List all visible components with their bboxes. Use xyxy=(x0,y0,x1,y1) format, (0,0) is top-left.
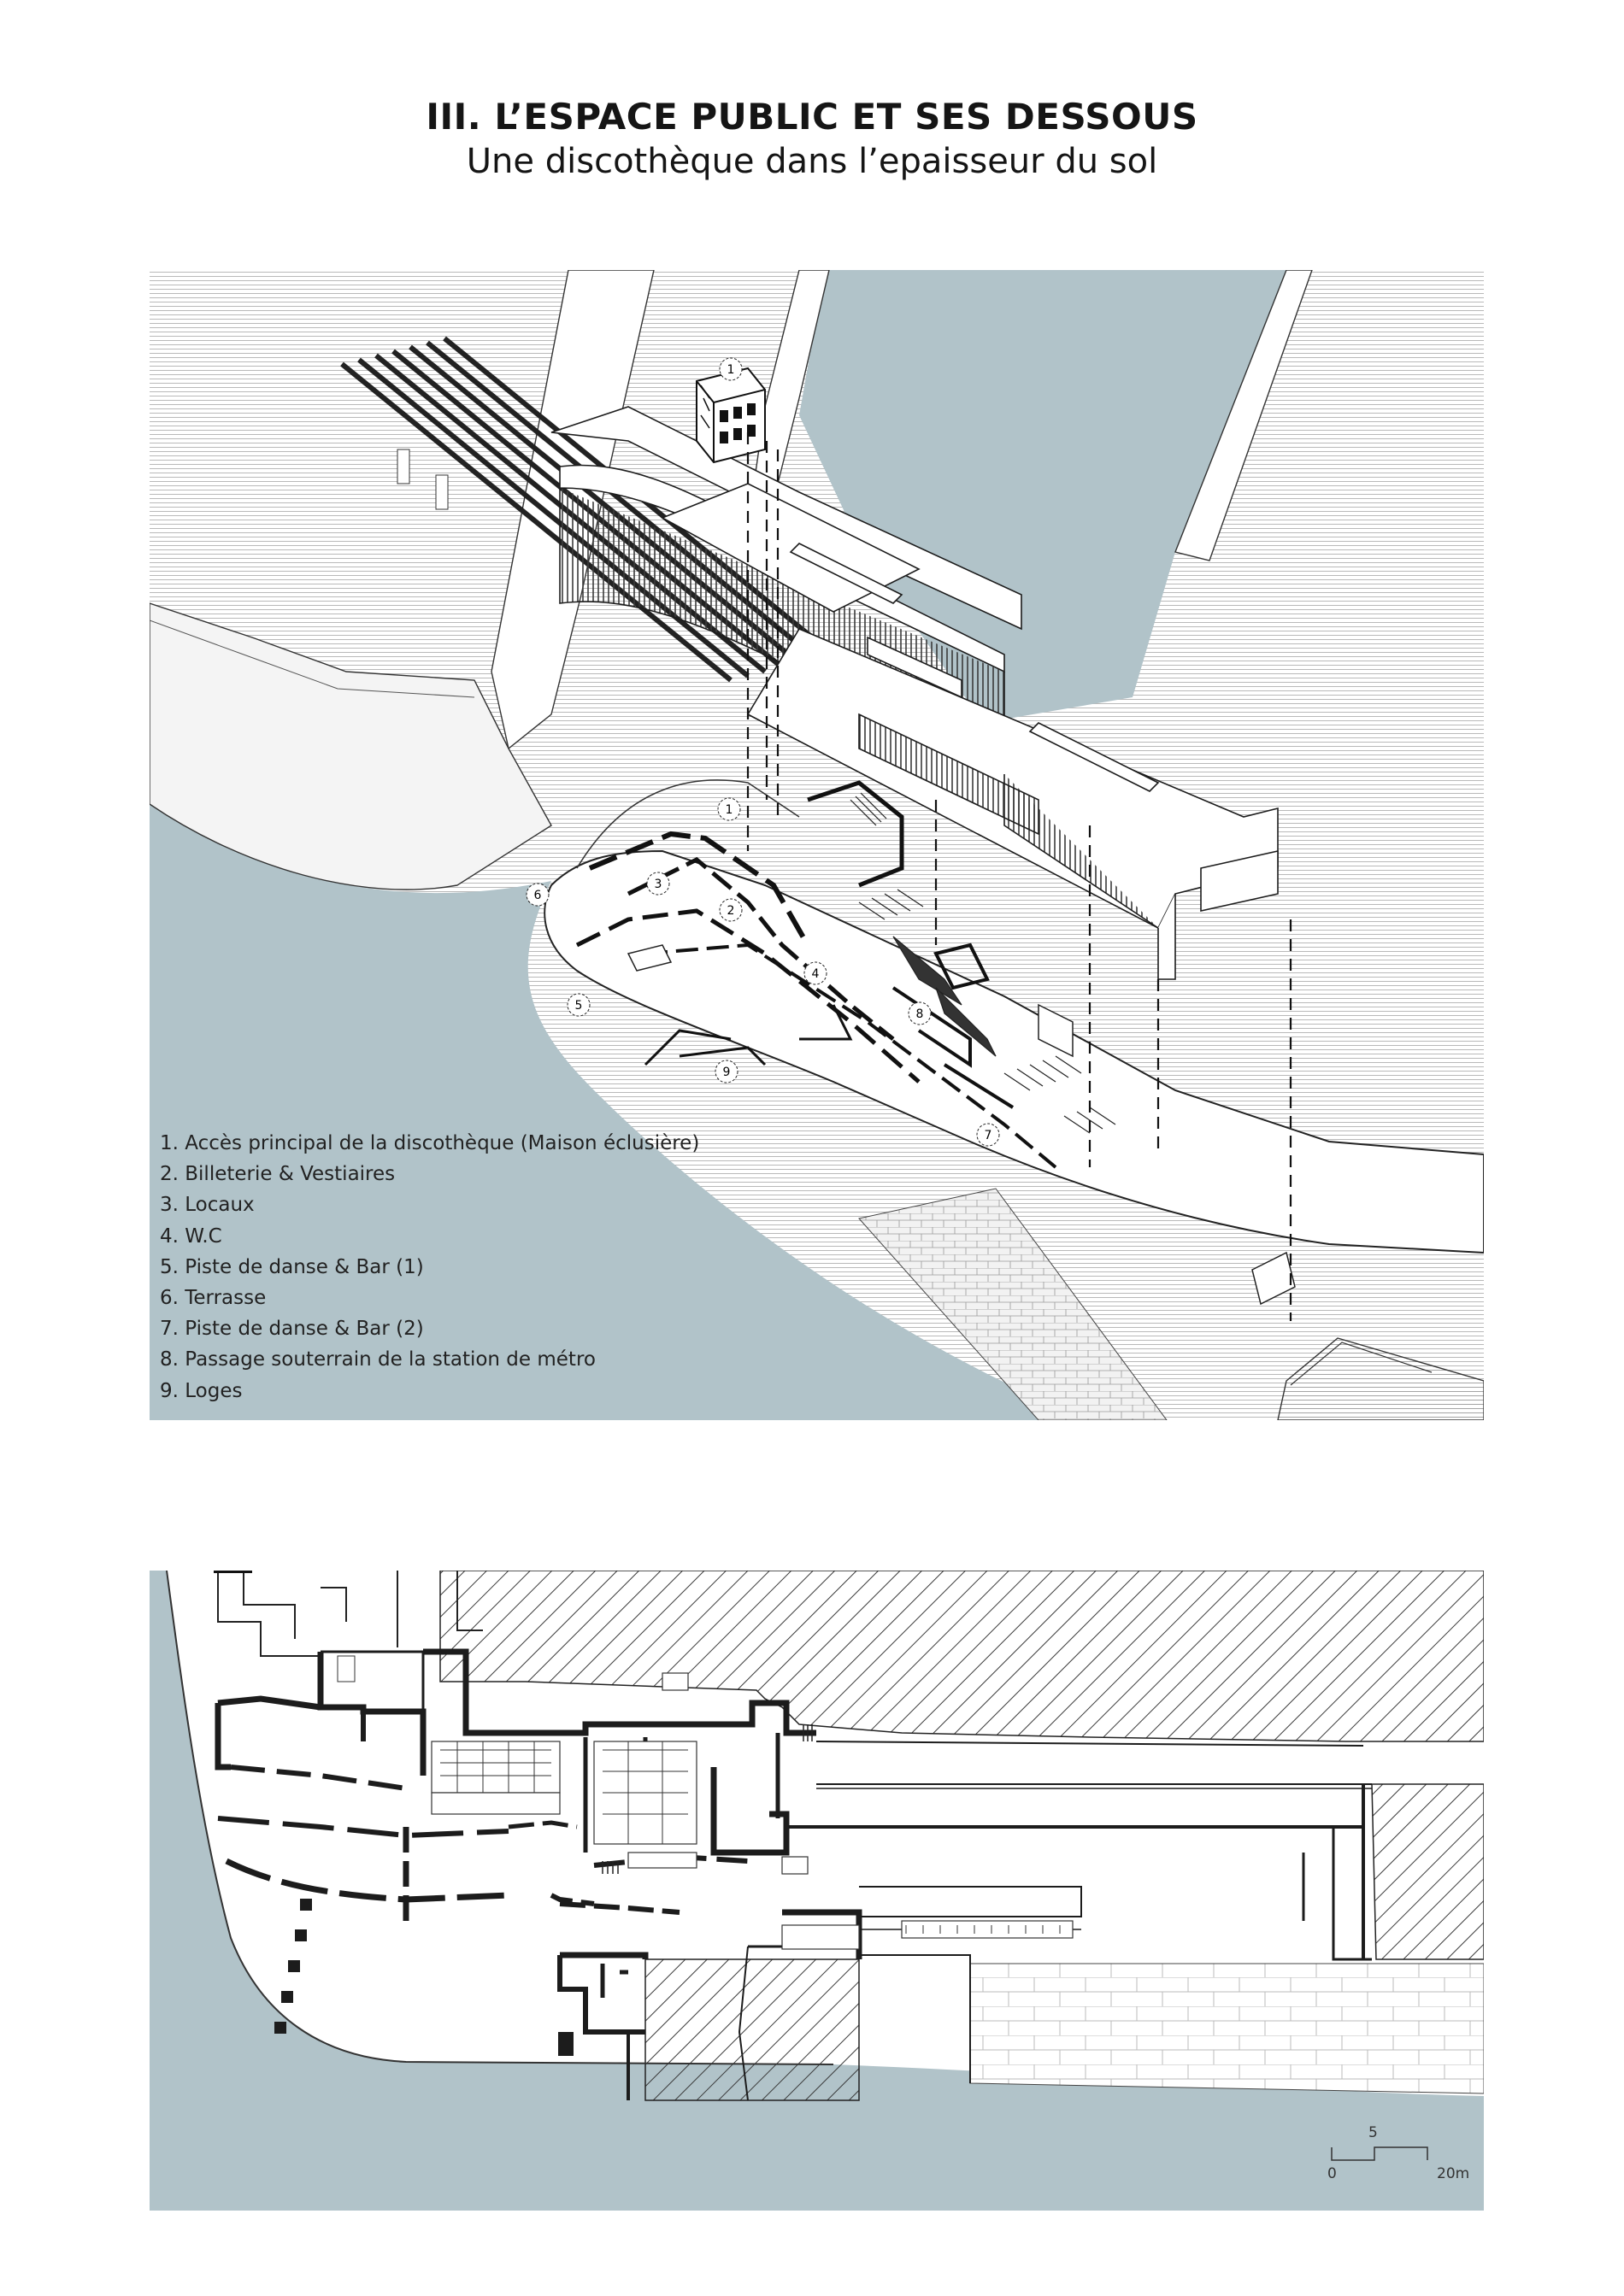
page-subtitle: Une discothèque dans l’epaisseur du sol xyxy=(466,142,1158,181)
scale-bar-label-mid: 5 xyxy=(1368,2124,1378,2141)
legend-item: 9. Loges xyxy=(160,1379,243,1402)
svg-text:8: 8 xyxy=(915,1007,924,1021)
hatched-ground-lower xyxy=(645,1959,859,2100)
marker-1-top xyxy=(720,358,742,380)
marker-4 xyxy=(804,962,827,984)
marker-2 xyxy=(720,899,742,921)
hatched-ground-right xyxy=(1372,1784,1484,1959)
marker-3 xyxy=(647,872,669,895)
floor-plan-drawing xyxy=(150,1571,1484,2211)
legend-item: 1. Accès principal de la discothèque (Maison éclusière) xyxy=(160,1132,700,1154)
svg-text:1: 1 xyxy=(725,803,733,817)
plan-pavers xyxy=(970,1964,1484,2093)
marker-1-lower xyxy=(718,798,740,820)
marker-9 xyxy=(715,1060,738,1083)
scale-bar-label-start: 0 xyxy=(1327,2165,1337,2182)
svg-text:6: 6 xyxy=(533,889,542,902)
svg-text:3: 3 xyxy=(654,878,662,891)
svg-text:9: 9 xyxy=(722,1066,731,1079)
legend-item: 6. Terrasse xyxy=(160,1287,267,1310)
lock-keeper-house xyxy=(697,368,765,462)
svg-text:7: 7 xyxy=(984,1129,992,1142)
svg-text:1: 1 xyxy=(727,363,735,377)
svg-text:5: 5 xyxy=(574,999,583,1013)
svg-text:4: 4 xyxy=(811,967,820,981)
svg-text:2: 2 xyxy=(727,904,735,918)
legend-item: 5. Piste de danse & Bar (1) xyxy=(160,1255,424,1278)
floor-plan xyxy=(150,1571,1484,2211)
marker-6 xyxy=(527,884,549,906)
legend-item: 8. Passage souterrain de la station de métro xyxy=(160,1348,596,1371)
marker-7 xyxy=(977,1124,999,1146)
marker-5 xyxy=(568,994,590,1016)
page-title: III. L’ESPACE PUBLIC ET SES DESSOUS xyxy=(426,96,1198,138)
legend-item: 4. W.C xyxy=(160,1224,222,1248)
marker-8 xyxy=(909,1002,931,1025)
legend-item: 2. Billeterie & Vestiaires xyxy=(160,1163,396,1186)
legend-item: 3. Locaux xyxy=(160,1194,255,1217)
legend-item: 7. Piste de danse & Bar (2) xyxy=(160,1318,424,1341)
axonometric-legend xyxy=(160,1128,699,1406)
scale-bar-label-end: 20m xyxy=(1437,2165,1470,2182)
